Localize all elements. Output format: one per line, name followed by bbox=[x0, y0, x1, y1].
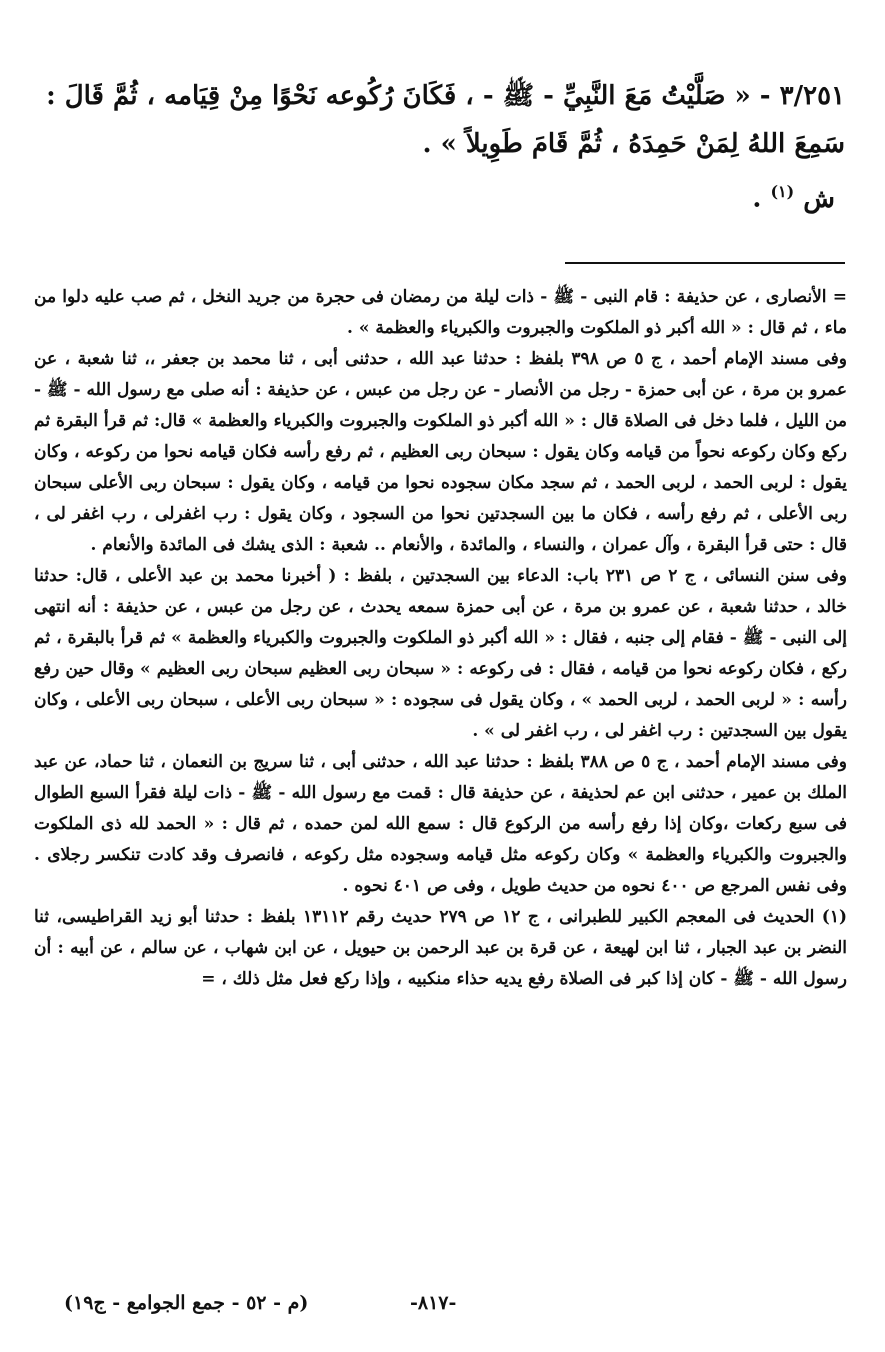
hadith-sharh-marker bbox=[30, 168, 845, 223]
footnote-paragraph: وفى سنن النسائى ، ج ٢ ص ٢٣١ باب: الدعاء بين السجدتين ، بلفظ : ( أخبرنا محمد بن عبد الأعلى ، قال: حدثنا خالد ، حدثنا شعبة ، عن عمرو بن مرة ، عن أبى حمزة سمعه يحدث ، عن رجل من عبس ، عن حذيفة : أنه انتهى إلى النبى - ﷺ - فقام إلى جنبه ، فقال : « الله أكبر ذو الملكوت والجبروت والكبرياء والعظمة » ثم قرأ بالبقرة ، ثم ركع ، فكان ركوعه نحوا من قيامه ، فقال : فى ركوعه : « سبحان ربى العظيم سبحان ربى العظيم » وقال حين رفع رأسه : « لربى الحمد ، لربى الحمد » ، وكان يقول فى سجوده : « سبحان ربى الأعلى ، سبحان ربى الأعلى ، وكان يقول بين السجدتين : رب اغفر لى ، رب اغفر لى » . bbox=[34, 566, 848, 741]
hadith-text bbox=[30, 72, 845, 223]
footnote-paragraph: وفى مسند الإمام أحمد ، ج ٥ ص ٣٩٨ بلفظ : حدثنا عبد الله ، حدثنى أبى ، ثنا محمد بن جعفر ،، ثنا شعبة ، عن عمرو بن مرة ، عن أبى حمزة - رجل من الأنصار - عن رجل من عبس ، عن حذيفة : أنه صلى مع رسول الله - ﷺ - من الليل ، فلما دخل فى الصلاة قال : « الله أكبر ذو الملكوت والجبروت والكبرياء والعظمة » قال: ثم قرأ البقرة ثم ركع وكان ركوعه نحواً من قيامه وكان يقول : سبحان ربى العظيم ، ثم رفع رأسه فكان قيامه نحوا من ركوعه ، وكان يقول : لربى الحمد ، لربى الحمد ، ثم سجد مكان سجوده نحوا من قيامه ، وكان يقول : سبحان ربى الأعلى سبحان ربى الأعلى ، ثم رفع رأسه ، فكان ما بين السجدتين نحوا من السجود ، وكان يقول : رب اغفرلى ، رب اغفر لى ، قال : حتى قرأ البقرة ، وآل عمران ، والنساء ، والمائدة ، والأنعام .. شعبة : الذى يشك فى المائدة والأنعام . bbox=[34, 349, 848, 555]
footnote-paragraph: وفى مسند الإمام أحمد ، ج ٥ ص ٣٨٨ بلفظ : حدثنا عبد الله ، حدثنى أبى ، ثنا سريج بن النعمان ، ثنا حماد، عن عبد الملك بن عمير ، حدثنى ابن عم لحذيفة ، عن حذيفة قال : قمت مع رسول الله - ﷺ - ذات ليلة فقرأ السبع الطوال فى سبع ركعات ،وكان إذا رفع رأسه من الركوع قال : سمع الله لمن حمده ، ثم قال : « الحمد لله ذى الملكوت والجبروت والكبرياء والعظمة » وكان ركوعه مثل قيامه وسجوده مثل ركوعه ، فانصرف وقد كادت تنكسر رجلاى . وفى نفس المرجع ص ٤٠٠ نحوه من حديث طويل ، وفى ص ٤٠١ نحوه . bbox=[34, 752, 848, 896]
page-footer bbox=[40, 1286, 845, 1326]
footnote-ref: (١) bbox=[770, 182, 795, 201]
page-number: -٨١٧- bbox=[410, 1292, 457, 1314]
sharh-end: . bbox=[752, 183, 762, 214]
footnote-separator bbox=[565, 262, 845, 264]
footnote-paragraph: (١) الحديث فى المعجم الكبير للطبرانى ، ج ١٢ ص ٢٧٩ حديث رقم ١٣١١٢ بلفظ : حدثنا أبو زيد القراطيسى، ثنا النضر بن عبد الجبار ، ثنا ابن لهيعة ، عن قرة بن عبد الرحمن بن حيويل ، عن ابن شهاب ، عن سالم ، عن أبيه : أن رسول الله - ﷺ - كان إذا كبر فى الصلاة رفع يديه حذاء منكبيه ، وإذا ركع فعل مثل ذلك ، = bbox=[34, 907, 847, 989]
hadith-line-2: سَمِعَ اللهُ لِمَنْ حَمِدَهُ ، ثُمَّ قَامَ طَوِيلاً » . bbox=[422, 129, 845, 159]
signature: (م - ٥٢ - جمع الجوامع - ج١٩) bbox=[64, 1292, 309, 1314]
footnotes bbox=[34, 282, 847, 995]
sharh-label: ش bbox=[803, 183, 835, 214]
hadith-line-1: ٣/٢٥١ - « صَلَّيْتُ مَعَ النَّبِيِّ - ﷺ - ، فَكَانَ رُكُوعه نَحْوًا مِنْ قِيَامه ، ثُمَّ قَالَ : bbox=[46, 81, 845, 111]
footnote-paragraph: = الأنصارى ، عن حذيفة : قام النبى - ﷺ - ذات ليلة من رمضان فى حجرة من جريد النخل ، ثم صب عليه دلوا من ماء ، ثم قال : « الله أكبر ذو الملكوت والجبروت والكبرياء والعظمة » . bbox=[34, 287, 847, 338]
